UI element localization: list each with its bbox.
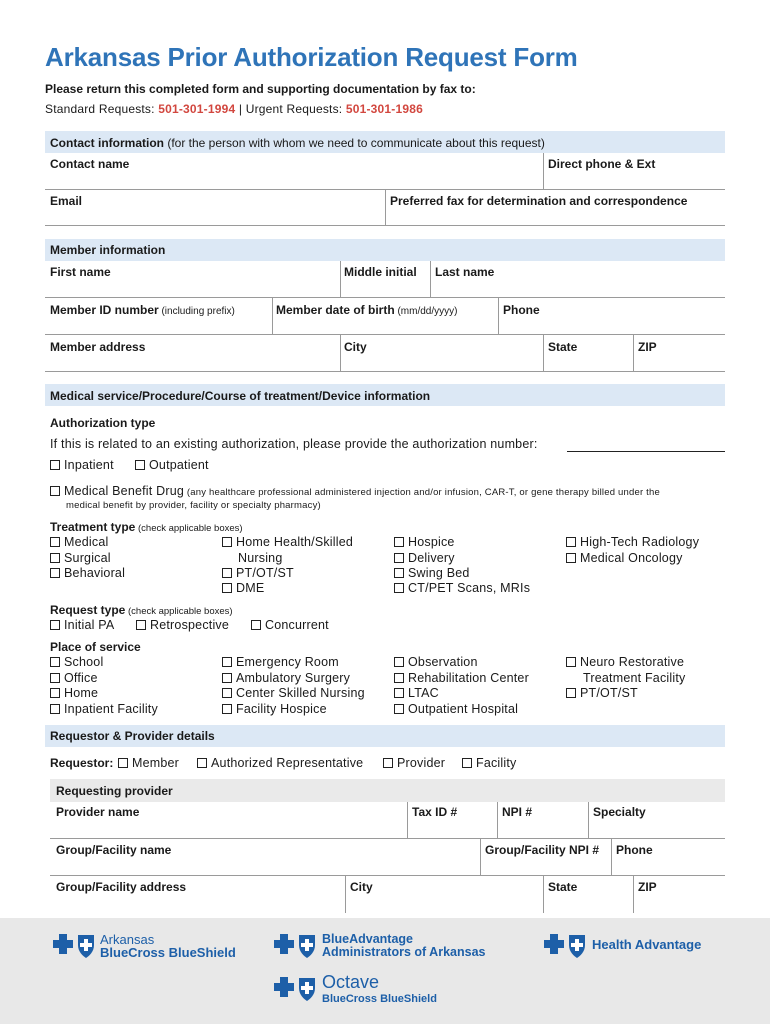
pos-ambulatory-surgery-checkbox[interactable] (222, 671, 350, 685)
checkbox-icon (383, 758, 393, 768)
treatment-hospice-checkbox[interactable] (394, 535, 455, 549)
treatment-ptotst-checkbox[interactable] (222, 566, 294, 580)
checkbox-icon (197, 758, 207, 768)
option-label: School (64, 655, 104, 669)
checkbox-icon (222, 583, 232, 593)
requestor-authorized-rep-checkbox[interactable] (197, 756, 363, 770)
preferred-fax-field[interactable]: Preferred fax for determination and correspondence (390, 194, 688, 208)
checkbox-icon (394, 568, 404, 578)
checkbox-icon (222, 568, 232, 578)
checkbox-icon (222, 673, 232, 683)
option-label: Retrospective (150, 618, 230, 632)
checkbox-icon (394, 657, 404, 667)
checkbox-icon (222, 537, 232, 547)
treatment-home-health-checkbox[interactable] (222, 535, 353, 549)
checkbox-icon (135, 460, 145, 470)
pos-center-skilled-nursing-checkbox[interactable] (222, 686, 365, 700)
blueadvantage-logo-line1: BlueAdvantage (322, 932, 413, 946)
option-label: Inpatient Facility (64, 702, 158, 716)
member-address-field[interactable]: Member address (50, 340, 146, 354)
member-section-header: Member information (50, 243, 166, 257)
last-name-field[interactable]: Last name (435, 265, 495, 279)
option-label: Home (64, 686, 99, 700)
treatment-medical-checkbox[interactable] (50, 535, 108, 549)
member-dob-note: (mm/dd/yyyy) (394, 306, 458, 317)
drug-note-line2: medical benefit by provider, facility or specialty pharmacy) (66, 500, 321, 511)
pos-neuro-restorative-line2: Treatment Facility (583, 671, 686, 685)
member-zip-field[interactable]: ZIP (638, 340, 657, 354)
pos-emergency-room-checkbox[interactable] (222, 655, 339, 669)
option-label: CT/PET Scans, MRIs (408, 581, 531, 595)
option-label: Surgical (64, 551, 111, 565)
direct-phone-field[interactable]: Direct phone & Ext (548, 157, 656, 171)
urgent-fax: 501-301-1986 (345, 102, 423, 116)
fax-instruction: Please return this completed form and supporting documentation by fax to: (45, 82, 476, 96)
contact-section-header (50, 136, 545, 150)
requestor-facility-checkbox[interactable] (462, 756, 517, 770)
treatment-delivery-checkbox[interactable] (394, 551, 455, 565)
checkbox-icon (222, 688, 232, 698)
blueadvantage-logo-line2: Administrators of Arkansas (322, 945, 486, 959)
option-label: PT/OT/ST (580, 686, 638, 700)
checkbox-icon (566, 688, 576, 698)
member-state-field[interactable]: State (548, 340, 578, 354)
inpatient-label: Inpatient (64, 458, 114, 472)
pos-facility-hospice-checkbox[interactable] (222, 702, 327, 716)
tax-id-field[interactable]: Tax ID # (412, 805, 458, 819)
checkbox-icon (50, 553, 60, 563)
pos-observation-checkbox[interactable] (394, 655, 478, 669)
group-state-field[interactable]: State (548, 880, 578, 894)
option-label: Initial PA (64, 618, 115, 632)
footer-logos (0, 918, 770, 1024)
checkbox-icon (394, 583, 404, 593)
checkbox-icon (50, 657, 60, 667)
bluecross-blueshield-icon (273, 976, 319, 1002)
treatment-ct-pet-checkbox[interactable] (394, 581, 530, 595)
contact-header-text: Contact information (50, 136, 164, 150)
request-type-note: (check applicable boxes) (125, 606, 233, 617)
treatment-type-text: Treatment type (50, 520, 136, 534)
authorization-type-label: Authorization type (50, 416, 156, 430)
option-label: Hospice (408, 535, 455, 549)
option-label: Medical (64, 535, 109, 549)
middle-initial-field[interactable]: Middle initial (344, 265, 417, 279)
medical-section-header: Medical service/Procedure/Course of treatment/Device information (50, 389, 431, 403)
option-label: Behavioral (64, 566, 126, 580)
group-phone-field[interactable]: Phone (616, 843, 653, 857)
checkbox-icon (462, 758, 472, 768)
npi-field[interactable]: NPI # (502, 805, 533, 819)
pos-neuro-restorative-checkbox[interactable] (566, 655, 684, 669)
pos-inpatient-facility-checkbox[interactable] (50, 702, 158, 716)
treatment-oncology-checkbox[interactable] (566, 551, 683, 565)
checkbox-icon (566, 657, 576, 667)
option-label: Concurrent (265, 618, 329, 632)
pos-rehabilitation-checkbox[interactable] (394, 671, 529, 685)
bluecross-blueshield-icon (52, 933, 98, 959)
first-name-field[interactable]: First name (50, 265, 111, 279)
request-type-text: Request type (50, 603, 126, 617)
option-label: High-Tech Radiology (580, 535, 700, 549)
option-label: Provider (397, 756, 446, 770)
arkansas-logo-line1: Arkansas (100, 932, 155, 947)
member-city-field[interactable]: City (344, 340, 367, 354)
option-label: Neuro Restorative (580, 655, 685, 669)
health-advantage-logo: Health Advantage (592, 937, 702, 952)
checkbox-icon (394, 704, 404, 714)
checkbox-icon (50, 673, 60, 683)
pos-ptotst-checkbox[interactable] (566, 686, 638, 700)
option-label: LTAC (408, 686, 439, 700)
fax-numbers (45, 102, 423, 116)
group-zip-field[interactable]: ZIP (638, 880, 657, 894)
treatment-hitech-radiology-checkbox[interactable] (566, 535, 699, 549)
outpatient-checkbox[interactable] (135, 458, 209, 472)
option-label: Outpatient Hospital (408, 702, 519, 716)
standard-fax: 501-301-1994 (158, 102, 236, 116)
option-label: Home Health/Skilled (236, 535, 354, 549)
treatment-behavioral-checkbox[interactable] (50, 566, 125, 580)
treatment-surgical-checkbox[interactable] (50, 551, 111, 565)
request-initial-pa-checkbox[interactable] (50, 618, 114, 632)
group-facility-npi-field[interactable]: Group/Facility NPI # (485, 843, 600, 857)
request-retrospective-checkbox[interactable] (136, 618, 229, 632)
bluecross-blueshield-icon (543, 933, 589, 959)
checkbox-icon (251, 620, 261, 630)
medical-benefit-drug-checkbox[interactable] (50, 484, 660, 498)
checkbox-icon (50, 460, 60, 470)
member-phone-field[interactable]: Phone (503, 303, 540, 317)
member-id-note: (including prefix) (158, 306, 235, 317)
standard-label: Standard Requests: (45, 102, 159, 116)
requesting-provider-header: Requesting provider (56, 784, 173, 798)
pos-school-checkbox[interactable] (50, 655, 103, 669)
option-label: Office (64, 671, 98, 685)
drug-note-line1: (any healthcare professional administered injection and/or infusion, CAR-T, or gene therapy billed under the (184, 487, 660, 498)
option-label: Member (132, 756, 180, 770)
option-label: Facility Hospice (236, 702, 327, 716)
requestor-label: Requestor: (50, 756, 114, 770)
checkbox-icon (222, 704, 232, 714)
octave-logo-line2: BlueCross BlueShield (322, 993, 437, 1005)
checkbox-icon (50, 568, 60, 578)
checkbox-icon (394, 673, 404, 683)
pos-office-checkbox[interactable] (50, 671, 98, 685)
place-of-service-label: Place of service (50, 640, 141, 654)
option-label: Center Skilled Nursing (236, 686, 365, 700)
member-dob-label: Member date of birth (276, 303, 395, 317)
member-dob-field[interactable] (276, 303, 457, 317)
requestor-section-header: Requestor & Provider details (50, 729, 215, 743)
existing-auth-label: If this is related to an existing authorization, please provide the authorization number: (50, 437, 538, 451)
requestor-provider-checkbox[interactable] (383, 756, 445, 770)
checkbox-icon (566, 553, 576, 563)
treatment-home-health-line2: Nursing (238, 551, 283, 565)
pos-outpatient-hospital-checkbox[interactable] (394, 702, 518, 716)
checkbox-icon (50, 486, 60, 496)
checkbox-icon (136, 620, 146, 630)
option-label: DME (236, 581, 265, 595)
arkansas-logo-line2: BlueCross BlueShield (100, 945, 236, 960)
checkbox-icon (50, 704, 60, 714)
specialty-field[interactable]: Specialty (593, 805, 646, 819)
provider-name-field[interactable]: Provider name (56, 805, 140, 819)
existing-auth-number-field[interactable] (567, 451, 725, 452)
treatment-dme-checkbox[interactable] (222, 581, 264, 595)
email-field[interactable]: Email (50, 194, 83, 208)
option-label: PT/OT/ST (236, 566, 294, 580)
form-title: Arkansas Prior Authorization Request Form (45, 42, 578, 72)
member-id-field[interactable] (50, 303, 235, 317)
checkbox-icon (222, 657, 232, 667)
contact-name-field[interactable]: Contact name (50, 157, 130, 171)
request-type-label (50, 603, 233, 617)
checkbox-icon (50, 688, 60, 698)
option-label: Authorized Representative (211, 756, 364, 770)
outpatient-label: Outpatient (149, 458, 209, 472)
checkbox-icon (118, 758, 128, 768)
group-facility-address-field[interactable]: Group/Facility address (56, 880, 187, 894)
pos-ltac-checkbox[interactable] (394, 686, 439, 700)
option-label: Delivery (408, 551, 455, 565)
urgent-label: | Urgent Requests: (235, 102, 346, 116)
option-label: Emergency Room (236, 655, 339, 669)
checkbox-icon (394, 553, 404, 563)
bluecross-blueshield-icon (273, 933, 319, 959)
request-concurrent-checkbox[interactable] (251, 618, 329, 632)
treatment-type-label (50, 520, 243, 534)
inpatient-checkbox[interactable] (50, 458, 114, 472)
option-label: Rehabilitation Center (408, 671, 529, 685)
option-label: Swing Bed (408, 566, 470, 580)
option-label: Ambulatory Surgery (236, 671, 351, 685)
contact-header-note: (for the person with whom we need to communicate about this request) (164, 136, 545, 150)
treatment-type-note: (check applicable boxes) (135, 523, 243, 534)
checkbox-icon (50, 537, 60, 547)
checkbox-icon (394, 537, 404, 547)
pos-home-checkbox[interactable] (50, 686, 98, 700)
checkbox-icon (50, 620, 60, 630)
treatment-swing-bed-checkbox[interactable] (394, 566, 470, 580)
medical-benefit-drug-label: Medical Benefit Drug (64, 484, 185, 498)
option-label: Medical Oncology (580, 551, 683, 565)
requestor-member-checkbox[interactable] (118, 756, 179, 770)
octave-logo-line1: Octave (322, 972, 380, 992)
checkbox-icon (566, 537, 576, 547)
checkbox-icon (394, 688, 404, 698)
option-label: Facility (476, 756, 517, 770)
group-facility-name-field[interactable]: Group/Facility name (56, 843, 172, 857)
option-label: Observation (408, 655, 478, 669)
group-city-field[interactable]: City (350, 880, 373, 894)
member-id-label: Member ID number (50, 303, 159, 317)
